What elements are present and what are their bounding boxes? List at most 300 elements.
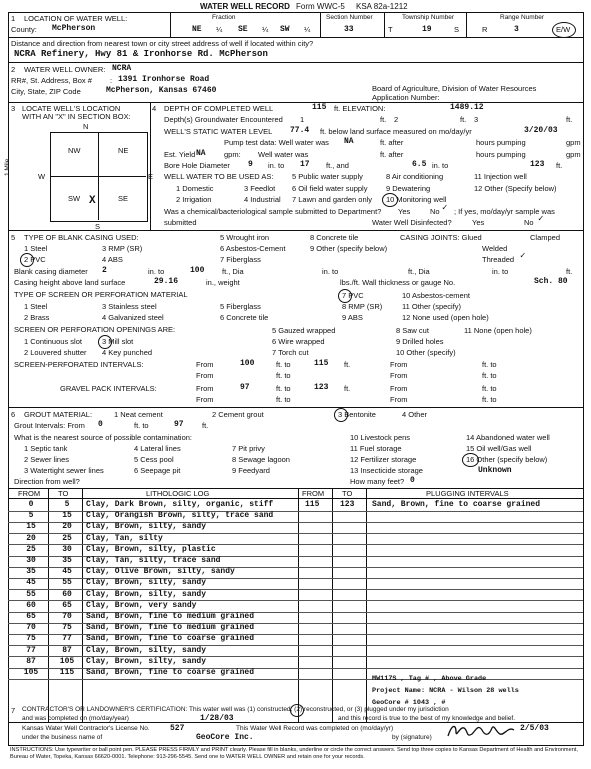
divider: [8, 37, 583, 38]
divider: [332, 488, 333, 722]
yield-after: ft. after: [380, 150, 404, 159]
ksa-reference: KSA 82a-1212: [356, 2, 408, 11]
township-label: Township Number: [402, 14, 455, 21]
section-number-label: Section Number: [326, 14, 373, 21]
sw-quadrant: SW: [68, 194, 81, 203]
use-8[interactable]: 8 Air conditioning: [386, 172, 444, 181]
plug-from-value[interactable]: 115: [305, 500, 320, 509]
plug-to-header: TO: [342, 489, 353, 498]
log-to-cell[interactable]: 35: [62, 556, 72, 565]
grout-3[interactable]: 3 Bentonite: [338, 410, 376, 419]
quarter-3: ¼: [304, 25, 311, 34]
use-1[interactable]: 1 Domestic: [176, 184, 214, 193]
opening-10[interactable]: 10 Other (specify): [396, 348, 456, 357]
disinfected-no-checkmark: ✓: [538, 214, 544, 224]
log-to-cell[interactable]: 15: [62, 511, 72, 521]
city-label: City, State, ZIP Code: [11, 87, 81, 96]
yield-gpm: gpm:: [224, 150, 241, 159]
blank-diameter-value[interactable]: 2: [102, 266, 107, 275]
log-to-cell[interactable]: 55: [62, 578, 72, 588]
gravel-to-label-2: ft. to: [482, 384, 497, 393]
disinfected-no[interactable]: No: [524, 218, 534, 227]
lithologic-log-header: LITHOLOGIC LOG: [146, 489, 210, 498]
log-from-cell[interactable]: 55: [26, 589, 36, 599]
screen-to-label-4: ft. to: [482, 371, 497, 380]
use-4[interactable]: 4 Industrial: [244, 195, 281, 204]
source-13[interactable]: 13 Insecticide storage: [350, 466, 423, 475]
grout-from-value[interactable]: 0: [98, 420, 103, 429]
section-number-value[interactable]: 33: [344, 25, 354, 34]
opening-6[interactable]: 6 Wire wrapped: [272, 337, 325, 346]
plugging-intervals-header: PLUGGING INTERVALS: [426, 489, 509, 498]
address-label: RR#, St. Address, Box #: [11, 76, 92, 85]
distance-label: Distance and direction from nearest town or city street address of well if located within city?: [11, 39, 314, 48]
township-value[interactable]: 19: [422, 25, 432, 34]
screen-10[interactable]: 10 Asbestos-cement: [402, 291, 470, 300]
gw-3: 3: [474, 115, 479, 124]
ne-quadrant: NE: [118, 146, 129, 155]
bore2-value[interactable]: 6.5: [412, 160, 427, 169]
note-project: Project Name: NCRA - Wilson 28 wells: [372, 687, 519, 695]
source-7[interactable]: 7 Pit privy: [232, 444, 265, 453]
section-5-number: 5: [11, 233, 16, 242]
casing-5[interactable]: 5 Wrought iron: [220, 233, 270, 242]
nw-quadrant: NW: [68, 146, 81, 155]
gravel-to-label-4: ft. to: [482, 395, 497, 404]
ew-circle-mark: [552, 22, 576, 38]
source-15[interactable]: 15 Oil well/Gas well: [466, 444, 532, 453]
log-from-cell[interactable]: 77: [26, 645, 36, 655]
gravel-intervals-label: GRAVEL PACK INTERVALS:: [60, 384, 157, 393]
log-from-cell[interactable]: 30: [26, 556, 36, 565]
range-label: Range Number: [500, 14, 545, 21]
opening-5[interactable]: 5 Gauzed wrapped: [272, 326, 336, 335]
log-to-cell[interactable]: 77: [62, 634, 72, 644]
log-from-header: FROM: [18, 489, 41, 498]
log-description-cell[interactable]: Clay, Brown, silty, sandy: [86, 522, 207, 532]
owner-label: WATER WELL OWNER:: [24, 65, 106, 74]
casing-6[interactable]: 6 Asbestos-Cement: [220, 244, 286, 253]
static-level-value[interactable]: 77.4: [290, 126, 310, 135]
record-completed-label: This Water Well Record was completed on (mo/day/yr): [236, 725, 394, 732]
pump-test-label: Pump test data: Well water was: [224, 138, 329, 147]
casing-9[interactable]: 9 Other (specify below): [310, 244, 388, 253]
screen-ft: ft.: [344, 360, 351, 369]
blank-ft: ft.: [566, 267, 573, 276]
disinfected-yes[interactable]: Yes: [472, 218, 485, 227]
source-6[interactable]: 6 Seepage pit: [134, 466, 181, 475]
log-description-cell[interactable]: Sand, Brown, fine to medium grained: [86, 623, 255, 633]
divider: [320, 12, 321, 38]
screen-4[interactable]: 4 Galvanized steel: [102, 313, 164, 322]
source-4[interactable]: 4 Lateral lines: [134, 444, 181, 453]
source-2[interactable]: 2 Sewer lines: [24, 455, 70, 464]
log-from-cell[interactable]: 70: [26, 623, 36, 633]
screen-7[interactable]: 7 PVC: [342, 291, 364, 300]
log-to-cell[interactable]: 20: [62, 522, 72, 532]
log-to-cell[interactable]: 87: [62, 645, 72, 655]
log-to-cell[interactable]: 65: [62, 600, 72, 610]
use-2[interactable]: 2 Irrigation: [176, 195, 212, 204]
section-6-number: 6: [11, 410, 16, 419]
gravel-from-label: From: [196, 384, 214, 393]
blank-casing-label: TYPE OF BLANK CASING USED:: [24, 233, 139, 242]
use-11[interactable]: 11 Injection well: [474, 172, 527, 181]
quarter-1: ¼: [216, 25, 223, 34]
divider: [8, 407, 583, 408]
plug-description[interactable]: Sand, Brown, fine to coarse grained: [372, 500, 541, 509]
casing-4[interactable]: 4 ABS: [102, 255, 123, 264]
county-value[interactable]: McPherson: [52, 24, 96, 33]
grout-4[interactable]: 4 Other: [402, 410, 428, 419]
threaded-checkmark: ✓: [520, 251, 526, 261]
opening-3[interactable]: 3 Mill slot: [102, 337, 134, 346]
divider: [8, 62, 583, 63]
log-description-cell[interactable]: Clay, Brown, silty, sandy: [86, 589, 207, 599]
divider: [298, 488, 299, 722]
gravel-to-label: ft. to: [276, 384, 291, 393]
application-number-label: Application Number:: [372, 93, 440, 102]
fraction-2[interactable]: SE: [238, 25, 248, 34]
source-16-circle-mark: [462, 453, 479, 467]
log-description-cell[interactable]: Clay, Brown, very sandy: [86, 600, 197, 610]
opening-7[interactable]: 7 Torch cut: [272, 348, 309, 357]
se-quadrant: SE: [118, 194, 129, 203]
log-to-cell[interactable]: 70: [62, 612, 72, 621]
certification-text: CONTRACTOR'S OR LANDOWNER'S CERTIFICATION: This water well was (1) constructed, (2) reconstructed, or (3) plugged under my jurisdiction: [22, 706, 449, 713]
log-description-cell[interactable]: Clay, Dark Brown, silty, organic, stiff: [86, 500, 274, 509]
log-from-cell[interactable]: 5: [28, 511, 34, 521]
county-label: County:: [11, 25, 37, 34]
casing-weight-label: in., weight: [206, 278, 240, 287]
screen-6[interactable]: 6 Concrete tile: [220, 313, 269, 322]
source-16[interactable]: 16 Other (specify below): [466, 455, 548, 464]
source-8[interactable]: 8 Sewage lagoon: [232, 455, 290, 464]
source-1[interactable]: 1 Septic tank: [24, 444, 68, 453]
wall-thickness-value[interactable]: Sch. 80: [534, 277, 568, 286]
log-from-cell[interactable]: 65: [26, 612, 36, 621]
static-level-tail: ft. below land surface measured on mo/day/yr: [320, 127, 472, 136]
city-value[interactable]: McPherson, Kansas 67460: [106, 86, 217, 95]
grout-material-label: GROUT MATERIAL:: [24, 410, 93, 419]
bore-value[interactable]: 9: [248, 160, 253, 169]
bore-label: Bore Hole Diameter: [164, 161, 230, 170]
plug-to-value[interactable]: 123: [340, 500, 355, 509]
north-label: N: [83, 122, 89, 131]
bore2-ft: ft.: [556, 161, 563, 170]
bore-ft-and: ft., and: [326, 161, 349, 170]
blank-ft-dia: ft., Dia: [222, 267, 244, 276]
log-from-cell[interactable]: 60: [26, 600, 36, 610]
log-from-cell[interactable]: 45: [26, 578, 36, 588]
screen-1[interactable]: 1 Steel: [24, 302, 48, 311]
gravel-from-label-3: From: [196, 395, 214, 404]
yield-value[interactable]: NA: [196, 149, 206, 158]
chem-no-checkmark: ✓: [442, 203, 448, 213]
log-from-cell[interactable]: 87: [26, 656, 36, 666]
grout-2[interactable]: 2 Cement grout: [212, 410, 264, 419]
license-label: Kansas Water Well Contractor's License No.: [22, 725, 150, 732]
openings-label: SCREEN OR PERFORATION OPENINGS ARE:: [14, 325, 176, 334]
owner-value[interactable]: NCRA: [112, 64, 132, 73]
section-4-number: 4: [152, 104, 157, 113]
joints-clamped[interactable]: Clamped: [530, 233, 561, 242]
gw-ft-3: ft.: [566, 115, 573, 124]
log-to-cell[interactable]: 30: [62, 544, 72, 554]
log-to-header: TO: [58, 489, 69, 498]
fraction-1[interactable]: NE: [192, 25, 202, 34]
form-title: WATER WELL RECORD: [200, 2, 290, 11]
divider: [148, 102, 154, 230]
grout-ft-to: ft. to: [134, 421, 149, 430]
groundwater-label: Depth(s) Groundwater Encountered: [164, 115, 283, 124]
use-10[interactable]: 10 Monitoring well: [386, 195, 447, 204]
note-tag: MW117S , Tag # , Above Grade: [372, 675, 487, 683]
casing-2[interactable]: 2 PVC: [24, 255, 46, 264]
static-date-value[interactable]: 3/20/03: [524, 126, 558, 135]
gravel-from-value[interactable]: 97: [240, 383, 250, 392]
chem-yes[interactable]: Yes: [398, 207, 411, 216]
log-to-cell[interactable]: 60: [62, 589, 72, 599]
depth-label: DEPTH OF COMPLETED WELL: [164, 104, 274, 113]
true-record-text: and this record is true to the best of my knowledge and belief.: [338, 715, 516, 722]
bore2-to-value[interactable]: 123: [530, 160, 545, 169]
row-divider: [8, 679, 583, 680]
screen-to-label: ft. to: [276, 360, 291, 369]
source-14[interactable]: 14 Abandoned water well: [466, 433, 550, 442]
section-7-number: 7: [11, 706, 16, 715]
bore2-in-to: in. to: [432, 161, 449, 170]
pump-after: ft. after: [380, 138, 404, 147]
log-to-cell[interactable]: 115: [59, 668, 75, 677]
south-label: S: [95, 222, 101, 231]
opening-4[interactable]: 4 Key punched: [102, 348, 153, 357]
license-value[interactable]: 527: [170, 724, 185, 733]
log-from-cell[interactable]: 20: [26, 533, 36, 543]
screen-3[interactable]: 3 Stainless steel: [102, 302, 157, 311]
gw-ft-2: ft.: [460, 115, 467, 124]
static-level-label: WELL'S STATIC WATER LEVEL: [164, 127, 273, 136]
log-to-cell[interactable]: 25: [62, 533, 72, 543]
log-to-cell[interactable]: 5: [64, 500, 70, 509]
screen-9[interactable]: 9 ABS: [342, 313, 363, 322]
note-geocore: GeoCore # 1043 , #: [372, 699, 446, 707]
opening-11[interactable]: 11 None (open hole): [464, 326, 532, 335]
gw-ft-1: ft.: [380, 115, 387, 124]
screen-to-label-3: ft. to: [276, 371, 291, 380]
disinfected-label: Water Well Disinfected?: [372, 218, 452, 227]
use-3[interactable]: 3 Feedlot: [244, 184, 276, 193]
divider: [8, 498, 583, 499]
casing-height-value[interactable]: 29.16: [154, 277, 179, 286]
log-from-cell[interactable]: 15: [26, 522, 36, 532]
fraction-3[interactable]: SW: [280, 25, 290, 34]
pump-test-value[interactable]: NA: [344, 137, 354, 146]
divider: [8, 230, 583, 231]
opening-9[interactable]: 9 Drilled holes: [396, 337, 444, 346]
board-text: Board of Agriculture, Division of Water Resources: [372, 84, 537, 93]
screen-from-label-3: From: [196, 371, 214, 380]
how-many-feet-value[interactable]: 0: [410, 476, 415, 485]
section-box[interactable]: [50, 132, 148, 222]
other-source-value[interactable]: Unknown: [478, 466, 512, 475]
gravel-to-label-3: ft. to: [276, 395, 291, 404]
bore-to-value[interactable]: 17: [300, 160, 310, 169]
opening-1[interactable]: 1 Continuous slot: [24, 337, 82, 346]
log-from-cell[interactable]: 0: [28, 500, 34, 509]
distance-value[interactable]: NCRA Refinery, Hwy 81 & Ironhorse Rd. McPherson: [14, 49, 268, 59]
source-5[interactable]: 5 Cess pool: [134, 455, 174, 464]
log-description-cell[interactable]: Sand, Brown, fine to coarse grained: [86, 634, 255, 644]
log-from-cell[interactable]: 105: [23, 668, 39, 677]
locate-title-2: WITH AN "X" IN SECTION BOX:: [22, 112, 131, 121]
locate-title-1: LOCATE WELL'S LOCATION: [22, 104, 121, 113]
casing-height-label: Casing height above land surface: [14, 278, 126, 287]
fraction-label: Fraction: [212, 14, 236, 21]
plug-from-header: FROM: [302, 489, 325, 498]
contamination-label: What is the nearest source of possible contamination:: [14, 433, 193, 442]
blank-to-value[interactable]: 100: [190, 266, 205, 275]
log-description-cell[interactable]: Clay, Brown, silty, sandy: [86, 645, 207, 655]
bore-in-to: in. to: [268, 161, 285, 170]
log-description-cell[interactable]: Clay, Tan, silty, trace sand: [86, 556, 221, 565]
west-label: W: [38, 172, 46, 181]
business-value[interactable]: GeoCore Inc.: [196, 733, 254, 742]
depth-value[interactable]: 115: [312, 103, 327, 112]
grout-intervals-label: Grout Intervals: From: [14, 421, 85, 430]
form-number: Form WWC-5: [296, 2, 345, 11]
log-description-cell[interactable]: Clay, Orangish Brown, silty, trace sand: [86, 511, 274, 521]
log-description-cell[interactable]: Clay, Tan, silty: [86, 533, 163, 543]
log-to-cell[interactable]: 45: [62, 567, 72, 577]
log-description-cell[interactable]: Clay, Brown, silty, plastic: [86, 544, 216, 554]
log-description-cell[interactable]: Clay, Brown, silty, sandy: [86, 656, 207, 666]
completed-label: and was completed on (mo/day/year): [22, 715, 129, 722]
gravel-from-label-4: From: [390, 395, 408, 404]
blank-ft-dia-2: ft., Dia: [408, 267, 430, 276]
casing-1[interactable]: 1 Steel: [24, 244, 48, 253]
address-value[interactable]: 1391 Ironhorse Road: [118, 75, 210, 84]
screen-from-value[interactable]: 100: [240, 359, 255, 368]
township-t: T: [388, 25, 393, 34]
source-10[interactable]: 10 Livestock pens: [350, 433, 411, 442]
completed-date-value[interactable]: 1/28/03: [200, 714, 234, 723]
signature-image: [444, 720, 524, 742]
range-value[interactable]: 3: [514, 25, 519, 34]
grout-1[interactable]: 1 Neat cement: [114, 410, 163, 419]
divider: [466, 12, 467, 38]
blank-in-to-3: in. to: [492, 267, 509, 276]
log-from-cell[interactable]: 35: [26, 567, 36, 577]
source-11[interactable]: 11 Fuel storage: [350, 444, 402, 453]
screen-5[interactable]: 5 Fiberglass: [220, 302, 261, 311]
log-from-cell[interactable]: 75: [26, 634, 36, 644]
log-description-cell[interactable]: Clay, Olive Brown, silty, sandy: [86, 567, 235, 577]
opening-8[interactable]: 8 Saw cut: [396, 326, 429, 335]
east-label: E: [148, 172, 154, 181]
casing-7[interactable]: 7 Fiberglass: [220, 255, 261, 264]
business-label: under the business name of: [22, 734, 103, 741]
gravel-to-value[interactable]: 123: [314, 383, 329, 392]
section-1-number: 1: [11, 14, 16, 23]
well-x-mark[interactable]: X: [89, 195, 96, 207]
pump-hours: hours pumping: [476, 138, 526, 147]
screen-12[interactable]: 12 None used (open hole): [402, 313, 489, 322]
joints-threaded[interactable]: Threaded: [482, 255, 515, 264]
screen-to-label-2: ft. to: [482, 360, 497, 369]
source-12[interactable]: 12 Fertilizer storage: [350, 455, 417, 464]
casing-3[interactable]: 3 RMP (SR): [102, 244, 143, 253]
range-r: R: [482, 25, 488, 34]
casing-8[interactable]: 8 Concrete tile: [310, 233, 359, 242]
divider: [50, 176, 146, 177]
chem-no[interactable]: No: [430, 207, 440, 216]
chem-sample-question: Was a chemical/bacteriological sample submitted to Department?: [164, 207, 382, 216]
pump-gpm: gpm: [566, 138, 581, 147]
grout-to-value[interactable]: 97: [174, 420, 184, 429]
elevation-value[interactable]: 1489.12: [450, 103, 484, 112]
signature-label: by (signature): [392, 734, 432, 741]
section-2-number: 2: [11, 65, 16, 74]
section-3-number: 3: [11, 104, 16, 113]
gravel-ft: ft.: [344, 384, 351, 393]
direction-label: Direction from well?: [14, 477, 80, 486]
how-many-feet-label: How many feet?: [350, 477, 405, 486]
screen-7-circle-mark: [338, 289, 352, 303]
yield-label: Est. Yield: [164, 150, 196, 159]
use-10-circle-mark: [382, 193, 398, 207]
use-6[interactable]: 6 Oil field water supply: [292, 184, 368, 193]
opening-3-circle-mark: [98, 335, 112, 349]
screen-8[interactable]: 8 RMP (SR): [342, 302, 383, 311]
divider: [366, 488, 367, 722]
use-9[interactable]: 9 Dewatering: [386, 184, 431, 193]
township-s: S: [454, 25, 460, 34]
log-description-cell[interactable]: Clay, Brown, silty, sandy: [86, 578, 207, 588]
screen-11[interactable]: 11 Other (specify): [402, 302, 462, 311]
record-date-value[interactable]: 2/5/03: [520, 724, 549, 733]
source-9[interactable]: 9 Feedyard: [232, 466, 270, 475]
log-to-cell[interactable]: 105: [59, 656, 75, 666]
source-3[interactable]: 3 Watertight sewer lines: [24, 466, 104, 475]
location-label: LOCATION OF WATER WELL:: [24, 14, 128, 23]
opening-2[interactable]: 2 Louvered shutter: [24, 348, 87, 357]
yield-well-water: Well water was: [258, 150, 309, 159]
log-to-cell[interactable]: 75: [62, 623, 72, 633]
log-description-cell[interactable]: Sand, Brown, fine to medium grained: [86, 612, 255, 621]
use-5[interactable]: 5 Public water supply: [292, 172, 363, 181]
address-colon: :: [110, 76, 113, 85]
submitted-label: submitted: [164, 218, 197, 227]
use-12[interactable]: 12 Other (Specify below): [474, 184, 557, 193]
yield-hours: hours pumping: [476, 150, 526, 159]
divider: [8, 102, 583, 103]
screen-2[interactable]: 2 Brass: [24, 313, 50, 322]
screen-from-label: From: [196, 360, 214, 369]
use-label: WELL WATER TO BE USED AS:: [164, 172, 274, 181]
quarter-2: ¼: [262, 25, 269, 34]
constructed-circle-mark: [290, 704, 304, 717]
one-mile-label: 1 Mile: [4, 158, 11, 176]
divider: [170, 12, 171, 38]
use-7[interactable]: 7 Lawn and garden only: [292, 195, 373, 204]
log-from-cell[interactable]: 25: [26, 544, 36, 554]
chem-if-yes: ; If yes, mo/day/yr sample was: [454, 207, 555, 216]
screen-to-value[interactable]: 115: [314, 359, 329, 368]
blank-diameter-label: Blank casing diameter: [14, 267, 88, 276]
joints-welded[interactable]: Welded: [482, 244, 508, 253]
log-description-cell[interactable]: Sand, Brown, fine to coarse grained: [86, 668, 255, 677]
